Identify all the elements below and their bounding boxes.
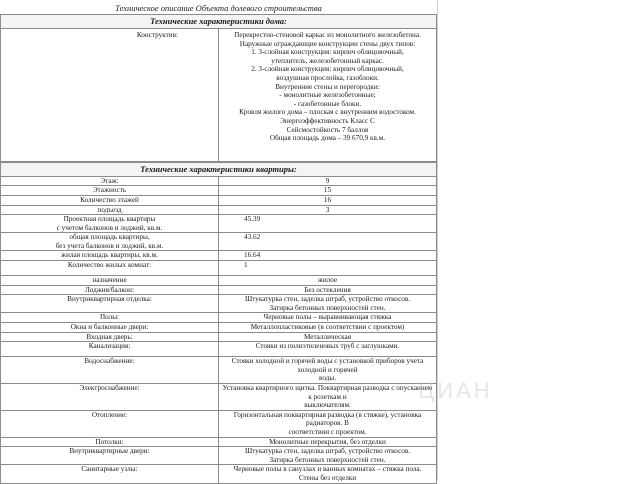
construct-line: Внутренние стены и перегородки: [275,82,380,91]
spec-row [1,233,437,251]
spec-value: жилое [219,276,437,286]
spec-row [1,332,437,342]
spec-row [1,195,437,205]
spec-label: общая площадь квартиры, без учета балконов и лоджий, кв.м. [1,233,219,251]
construct-line: 2. 3-слойная конструкция: кирпич облицовочный, [251,65,404,74]
spec-value: Монолитные перекрытия, без отделки [219,437,437,447]
spec-label: Водоснабжение: [1,357,219,384]
spec-value: Металлическая [219,332,437,342]
construct-line: Перекрестно-стеновой каркас из монолитного железобетона. [234,31,421,39]
spec-row [1,342,437,357]
spec-value: 15 [219,186,437,196]
spec-label: Внутриквартирная отделка: [1,295,219,313]
spec-value: Металлопластиковые (в соответствии с проектом) [219,323,437,333]
spec-row [1,323,437,333]
construct-line: 1. 3-слойная конструкция: кирпич облицовочный, [251,48,404,57]
spec-value: 16.64 [219,251,437,261]
spec-label: Санитарные узлы: [1,465,219,483]
spec-label: жилая площадь квартиры, кв.м. [1,251,219,261]
construct-line: Общая площадь дома – 39 670,9 кв.м. [269,134,386,143]
apartment-heading: Технические характеристики квартиры: [1,162,437,176]
spec-row [1,276,437,286]
construct-row [1,29,437,162]
spec-label: Потолки: [1,437,219,447]
apartment-spec-table [0,162,437,484]
construct-label: Конструктив: [1,29,219,162]
construct-line: - монолитные железобетонные; [279,91,376,100]
spec-value: Стояки из полиэтиленовых труб с заглушками. [219,342,437,357]
spec-value: Горизонтальная поквартирная разводка (в стяжке), установка радиаторов. В соответствии с проектом. [219,410,437,437]
construct-line: Наружные ограждающие конструкции стены двух типов: [239,39,416,48]
spec-row [1,205,437,215]
spec-row [1,285,437,295]
spec-row [1,465,437,483]
spec-label: Канализация: [1,342,219,357]
spec-label: Проектная площадь квартиры с учетом балконов и лоджий, кв.м. [1,215,219,233]
spec-row [1,176,437,186]
apartment-heading-row [1,162,437,176]
watermark-text: ЦИАН [418,378,493,403]
spec-label: подъезд [1,205,219,215]
spec-label: Этаж: [1,176,219,186]
spec-value: Стояки холодной и горячей воды с установкой приборов учета холодной и горячей воды. [219,357,437,384]
spec-value: Черновые полы в санузлах и ванных комнатах – стяжка пола. Стены без отделки [219,465,437,483]
house-heading-row [1,15,437,29]
spec-label: Этажность [1,186,219,196]
spec-row [1,295,437,313]
spec-row [1,261,437,276]
spec-value: 45.39 [219,215,437,233]
spec-row [1,447,437,465]
construct-description [219,29,437,162]
spec-label: Электроснабжение: [1,384,219,411]
house-heading: Технические характеристики дома: [1,15,437,29]
construct-line: - газобетонные блоки. [293,99,362,108]
spec-row [1,313,437,323]
construct-line: Энергоэффективность Класс С [280,116,375,125]
construct-line: воздушная прослойка, газоблоки. [276,73,379,82]
spec-value: Черновые полы – выравнивающая стяжка [219,313,437,323]
construct-line: Сейсмостойкость 7 баллов [286,125,369,134]
spec-value: 1 [219,261,437,276]
spec-label: Лоджия/балкон: [1,285,219,295]
spec-value: Без остекления [219,285,437,295]
construct-line: Кровля жилого дома – плоская с внутренним водостоком. [239,108,416,117]
spec-label: Внутриквартирные двери: [1,447,219,465]
spec-value: Штукатурка стен, заделка штраб, устройство откосов. Затирка бетонных поверхностей стен. [219,295,437,313]
spec-row [1,186,437,196]
spec-label: Отопление: [1,410,219,437]
spec-label: Входная дверь: [1,332,219,342]
spec-label: Количество этажей [1,195,219,205]
house-spec-table [0,14,437,162]
spec-label: Окна и балконные двери: [1,323,219,333]
spec-row [1,437,437,447]
spec-value: 9 [219,176,437,186]
spec-label: Количество жилых комнат: [1,261,219,276]
spec-row [1,357,437,384]
document-title: Техническое описание Объекта долевого строительства [115,3,322,13]
construct-line: утеплитель, железобетонный каркас. [271,56,384,65]
spec-label: Полы: [1,313,219,323]
spec-value: 43.62 [219,233,437,251]
spec-value: Установка квартирного щитка. Поквартирная разводка с опусканием к розеткам и выключателям. [219,384,437,411]
spec-row [1,251,437,261]
spec-value: 3 [219,205,437,215]
spec-row [1,410,437,437]
spec-row [1,384,437,411]
spec-label: назначение [1,276,219,286]
spec-value: Штукатурка стен, заделка штраб, устройство откосов. Затирка бетонных поверхностей стен. [219,447,437,465]
spec-row [1,215,437,233]
spec-value: 16 [219,195,437,205]
